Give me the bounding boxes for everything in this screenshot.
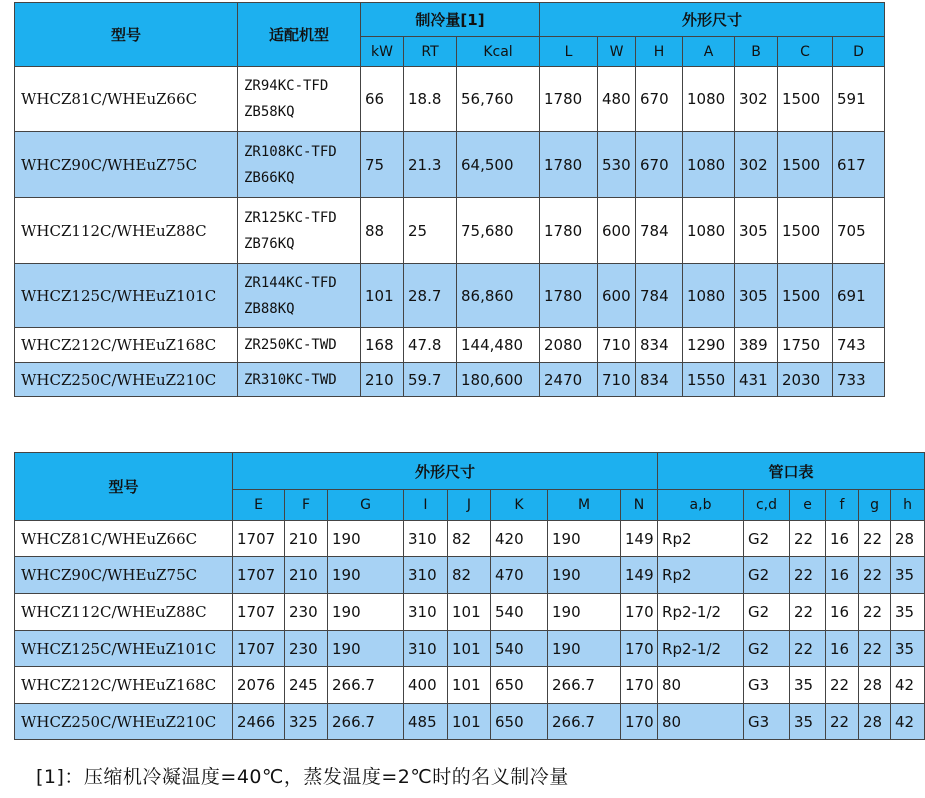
value-cell: 66 xyxy=(361,67,404,132)
value-cell: 1080 xyxy=(683,264,735,328)
value-cell: 266.7 xyxy=(328,667,404,704)
value-cell: 1500 xyxy=(778,67,833,132)
value-cell: 210 xyxy=(361,363,404,397)
value-cell: 190 xyxy=(328,521,404,557)
value-cell: 75 xyxy=(361,132,404,198)
value-cell: Rp2-1/2 xyxy=(658,594,744,631)
value-cell: 834 xyxy=(636,363,683,397)
compressor-primary: ZR310KC-TWD xyxy=(244,371,337,388)
subheader-j: J xyxy=(448,490,491,521)
value-cell: 22 xyxy=(790,521,826,557)
value-cell: 42 xyxy=(891,667,925,704)
value-cell: 1290 xyxy=(683,328,735,363)
value-cell: 16 xyxy=(826,557,859,594)
value-cell: 1707 xyxy=(233,631,285,667)
value-cell: 670 xyxy=(636,132,683,198)
subheader-f: F xyxy=(285,490,328,521)
subheader-i: I xyxy=(404,490,448,521)
value-cell: 22 xyxy=(859,557,891,594)
value-cell: 22 xyxy=(790,594,826,631)
value-cell: 2466 xyxy=(233,704,285,740)
spec-table-capacity xyxy=(14,2,885,397)
value-cell: 325 xyxy=(285,704,328,740)
value-cell: 834 xyxy=(636,328,683,363)
value-cell: G2 xyxy=(744,557,790,594)
value-cell: 420 xyxy=(491,521,548,557)
header-model: 型号 xyxy=(15,3,238,67)
value-cell: 35 xyxy=(891,631,925,667)
value-cell: 600 xyxy=(598,198,636,264)
model-cell: WHCZ90C/WHEuZ75C xyxy=(15,557,233,594)
value-cell: G3 xyxy=(744,704,790,740)
compressor-cell xyxy=(238,363,361,397)
compressor-cell xyxy=(238,198,361,264)
value-cell: 25 xyxy=(404,198,457,264)
value-cell: 35 xyxy=(790,667,826,704)
table-row xyxy=(15,557,925,594)
value-cell: 230 xyxy=(285,631,328,667)
subheader-w: W xyxy=(598,37,636,67)
value-cell: 733 xyxy=(833,363,885,397)
value-cell: 710 xyxy=(598,328,636,363)
subheader-m: M xyxy=(548,490,621,521)
value-cell: 22 xyxy=(859,521,891,557)
table-row xyxy=(15,67,885,132)
model-cell: WHCZ81C/WHEuZ66C xyxy=(15,521,233,557)
model-cell: WHCZ250C/WHEuZ210C xyxy=(15,704,233,740)
model-cell: WHCZ90C/WHEuZ75C xyxy=(15,132,238,198)
value-cell: 64,500 xyxy=(457,132,540,198)
value-cell: 101 xyxy=(448,594,491,631)
header-dimensions: 外形尺寸 xyxy=(233,453,658,490)
value-cell: 1550 xyxy=(683,363,735,397)
compressor-secondary: ZB66KQ xyxy=(244,169,295,186)
spec-table-pipes xyxy=(14,452,925,740)
value-cell: 88 xyxy=(361,198,404,264)
value-cell: 591 xyxy=(833,67,885,132)
value-cell: 28 xyxy=(859,704,891,740)
value-cell: 149 xyxy=(621,557,658,594)
model-cell: WHCZ125C/WHEuZ101C xyxy=(15,631,233,667)
value-cell: 670 xyxy=(636,67,683,132)
subheader-a: A xyxy=(683,37,735,67)
compressor-primary: ZR94KC-TFD xyxy=(244,78,329,94)
value-cell: 400 xyxy=(404,667,448,704)
value-cell: 310 xyxy=(404,521,448,557)
value-cell: 266.7 xyxy=(328,704,404,740)
value-cell: 190 xyxy=(548,521,621,557)
value-cell: 56,760 xyxy=(457,67,540,132)
table-row xyxy=(15,521,925,557)
subheader-rt: RT xyxy=(404,37,457,67)
value-cell: 2470 xyxy=(540,363,598,397)
value-cell: 310 xyxy=(404,557,448,594)
value-cell: Rp2-1/2 xyxy=(658,631,744,667)
subheader-c: C xyxy=(778,37,833,67)
value-cell: 650 xyxy=(491,704,548,740)
value-cell: 180,600 xyxy=(457,363,540,397)
value-cell: 600 xyxy=(598,264,636,328)
value-cell: 35 xyxy=(891,557,925,594)
table-row xyxy=(15,264,885,328)
value-cell: 16 xyxy=(826,521,859,557)
value-cell: 101 xyxy=(361,264,404,328)
header-capacity: 制冷量[1] xyxy=(361,3,540,37)
compressor-cell xyxy=(238,328,361,363)
value-cell: 22 xyxy=(790,557,826,594)
value-cell: 691 xyxy=(833,264,885,328)
value-cell: 710 xyxy=(598,363,636,397)
value-cell: 190 xyxy=(328,594,404,631)
value-cell: 1707 xyxy=(233,521,285,557)
value-cell: 22 xyxy=(826,667,859,704)
compressor-primary: ZR125KC-TFD xyxy=(244,209,337,226)
value-cell: 170 xyxy=(621,631,658,667)
subheader-n: N xyxy=(621,490,658,521)
value-cell: 80 xyxy=(658,667,744,704)
value-cell: Rp2 xyxy=(658,521,744,557)
value-cell: 190 xyxy=(548,594,621,631)
value-cell: 75,680 xyxy=(457,198,540,264)
value-cell: 2030 xyxy=(778,363,833,397)
value-cell: 22 xyxy=(826,704,859,740)
value-cell: 389 xyxy=(735,328,778,363)
subheader-e: E xyxy=(233,490,285,521)
value-cell: 144,480 xyxy=(457,328,540,363)
subheader-e-pipe: e xyxy=(790,490,826,521)
compressor-cell xyxy=(238,132,361,198)
value-cell: 16 xyxy=(826,594,859,631)
header-dimensions: 外形尺寸 xyxy=(540,3,885,37)
value-cell: 784 xyxy=(636,198,683,264)
value-cell: G2 xyxy=(744,631,790,667)
value-cell: 28.7 xyxy=(404,264,457,328)
subheader-h: H xyxy=(636,37,683,67)
value-cell: 302 xyxy=(735,132,778,198)
table-row xyxy=(15,328,885,363)
value-cell: 210 xyxy=(285,557,328,594)
header-pipes: 管口表 xyxy=(658,453,925,490)
value-cell: 170 xyxy=(621,704,658,740)
value-cell: 190 xyxy=(548,557,621,594)
value-cell: 431 xyxy=(735,363,778,397)
table-row xyxy=(15,198,885,264)
value-cell: 210 xyxy=(285,521,328,557)
compressor-secondary: ZB88KQ xyxy=(244,300,295,317)
value-cell: 1080 xyxy=(683,132,735,198)
footnote: [1]：压缩机冷凝温度=40℃，蒸发温度=2℃时的名义制冷量 xyxy=(36,766,569,788)
value-cell: 1750 xyxy=(778,328,833,363)
value-cell: 245 xyxy=(285,667,328,704)
value-cell: 101 xyxy=(448,704,491,740)
value-cell: 168 xyxy=(361,328,404,363)
value-cell: 101 xyxy=(448,667,491,704)
header-model: 型号 xyxy=(15,453,233,521)
value-cell: 302 xyxy=(735,67,778,132)
value-cell: 190 xyxy=(328,557,404,594)
table-row xyxy=(15,704,925,740)
model-cell: WHCZ125C/WHEuZ101C xyxy=(15,264,238,328)
value-cell: 1780 xyxy=(540,67,598,132)
value-cell: 470 xyxy=(491,557,548,594)
value-cell: G2 xyxy=(744,594,790,631)
value-cell: 82 xyxy=(448,521,491,557)
table-row xyxy=(15,363,885,397)
subheader-kcal: Kcal xyxy=(457,37,540,67)
subheader-g-pipe: g xyxy=(859,490,891,521)
value-cell: 310 xyxy=(404,631,448,667)
value-cell: 540 xyxy=(491,594,548,631)
value-cell: 1707 xyxy=(233,557,285,594)
value-cell: 305 xyxy=(735,264,778,328)
value-cell: 1080 xyxy=(683,67,735,132)
value-cell: 1500 xyxy=(778,198,833,264)
subheader-f-pipe: f xyxy=(826,490,859,521)
model-cell: WHCZ212C/WHEuZ168C xyxy=(15,667,233,704)
value-cell: 86,860 xyxy=(457,264,540,328)
subheader-g: G xyxy=(328,490,404,521)
table-row xyxy=(15,594,925,631)
value-cell: 35 xyxy=(790,704,826,740)
value-cell: 1780 xyxy=(540,132,598,198)
table-row xyxy=(15,132,885,198)
value-cell: 266.7 xyxy=(548,704,621,740)
value-cell: 47.8 xyxy=(404,328,457,363)
compressor-cell xyxy=(238,264,361,328)
table-row xyxy=(15,631,925,667)
compressor-primary: ZR250KC-TWD xyxy=(244,337,337,353)
value-cell: 22 xyxy=(790,631,826,667)
subheader-d: D xyxy=(833,37,885,67)
value-cell: 82 xyxy=(448,557,491,594)
value-cell: 16 xyxy=(826,631,859,667)
model-cell: WHCZ250C/WHEuZ210C xyxy=(15,363,238,397)
value-cell: 485 xyxy=(404,704,448,740)
value-cell: 2080 xyxy=(540,328,598,363)
value-cell: 80 xyxy=(658,704,744,740)
value-cell: 18.8 xyxy=(404,67,457,132)
value-cell: 1707 xyxy=(233,594,285,631)
subheader-l: L xyxy=(540,37,598,67)
value-cell: 480 xyxy=(598,67,636,132)
value-cell: 22 xyxy=(859,631,891,667)
value-cell: G2 xyxy=(744,521,790,557)
compressor-cell xyxy=(238,67,361,132)
value-cell: 305 xyxy=(735,198,778,264)
value-cell: 1500 xyxy=(778,264,833,328)
model-cell: WHCZ112C/WHEuZ88C xyxy=(15,198,238,264)
value-cell: 22 xyxy=(859,594,891,631)
value-cell: 28 xyxy=(859,667,891,704)
value-cell: 230 xyxy=(285,594,328,631)
value-cell: 650 xyxy=(491,667,548,704)
header-compressor: 适配机型 xyxy=(238,3,361,67)
compressor-secondary: ZB58KQ xyxy=(244,104,295,120)
compressor-primary: ZR144KC-TFD xyxy=(244,274,337,291)
compressor-primary: ZR108KC-TFD xyxy=(244,143,337,160)
model-cell: WHCZ81C/WHEuZ66C xyxy=(15,67,238,132)
value-cell: 170 xyxy=(621,594,658,631)
value-cell: 59.7 xyxy=(404,363,457,397)
value-cell: 540 xyxy=(491,631,548,667)
value-cell: 170 xyxy=(621,667,658,704)
value-cell: 1500 xyxy=(778,132,833,198)
value-cell: 617 xyxy=(833,132,885,198)
value-cell: 101 xyxy=(448,631,491,667)
value-cell: 1080 xyxy=(683,198,735,264)
subheader-k: K xyxy=(491,490,548,521)
value-cell: 266.7 xyxy=(548,667,621,704)
subheader-kw: kW xyxy=(361,37,404,67)
value-cell: G3 xyxy=(744,667,790,704)
value-cell: 21.3 xyxy=(404,132,457,198)
subheader-cd: c,d xyxy=(744,490,790,521)
value-cell: 1780 xyxy=(540,264,598,328)
compressor-secondary: ZB76KQ xyxy=(244,235,295,252)
subheader-ab: a,b xyxy=(658,490,744,521)
value-cell: 743 xyxy=(833,328,885,363)
value-cell: 530 xyxy=(598,132,636,198)
value-cell: 705 xyxy=(833,198,885,264)
subheader-h-pipe: h xyxy=(891,490,925,521)
value-cell: 2076 xyxy=(233,667,285,704)
value-cell: 190 xyxy=(548,631,621,667)
value-cell: 310 xyxy=(404,594,448,631)
value-cell: 149 xyxy=(621,521,658,557)
value-cell: Rp2 xyxy=(658,557,744,594)
value-cell: 28 xyxy=(891,521,925,557)
value-cell: 190 xyxy=(328,631,404,667)
model-cell: WHCZ112C/WHEuZ88C xyxy=(15,594,233,631)
value-cell: 35 xyxy=(891,594,925,631)
value-cell: 784 xyxy=(636,264,683,328)
value-cell: 42 xyxy=(891,704,925,740)
value-cell: 1780 xyxy=(540,198,598,264)
table-row xyxy=(15,667,925,704)
subheader-b: B xyxy=(735,37,778,67)
model-cell: WHCZ212C/WHEuZ168C xyxy=(15,328,238,363)
